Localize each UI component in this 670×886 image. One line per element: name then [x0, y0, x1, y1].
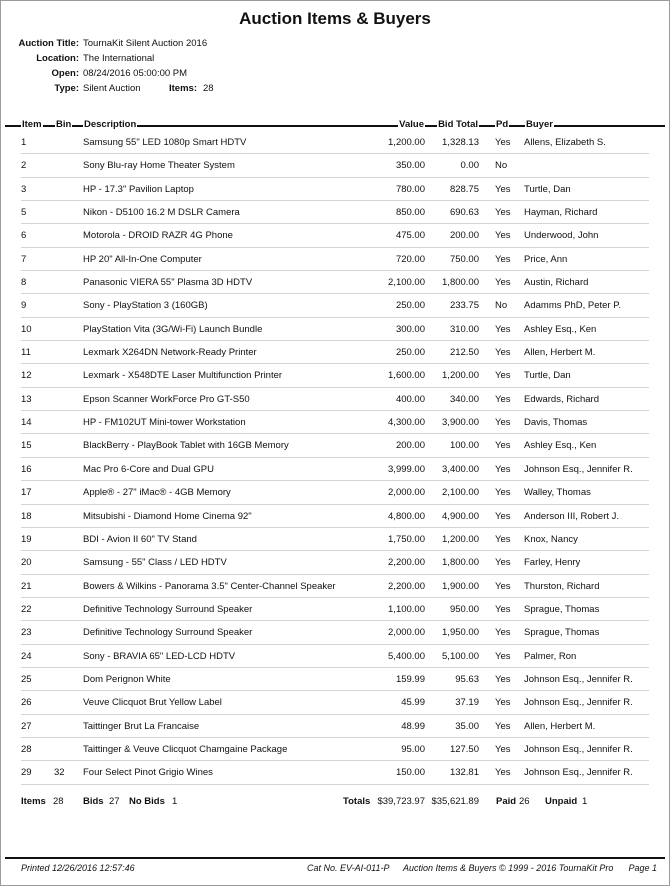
table-row	[1, 621, 669, 644]
table-row	[1, 668, 669, 691]
cell-item: 22	[21, 603, 32, 615]
cell-description: Mitsubishi - Diamond Home Cinema 92"	[83, 510, 252, 522]
cell-description: Apple® - 27" iMac® - 4GB Memory	[83, 487, 231, 499]
cell-value: 2,000.00	[388, 627, 425, 639]
cell-buyer: Austin, Richard	[524, 277, 589, 289]
table-row	[1, 411, 669, 434]
cell-value: 2,100.00	[388, 277, 425, 289]
cell-item: 20	[21, 557, 32, 569]
cell-buyer: Adamms PhD, Peter P.	[524, 300, 621, 312]
cell-paid: Yes	[495, 137, 511, 148]
cell-bid-total: 5,100.00	[442, 650, 479, 662]
summary-bids-label: Bids	[83, 796, 104, 807]
cell-item: 23	[21, 627, 32, 639]
cell-bid-total: 200.00	[449, 230, 479, 242]
cell-value: 2,000.00	[388, 487, 425, 499]
col-bid-total: Bid Total	[438, 119, 478, 130]
cell-item: 3	[21, 183, 27, 195]
cell-paid: Yes	[495, 533, 511, 545]
cell-buyer: Turtle, Dan	[524, 370, 571, 382]
table-row	[1, 481, 669, 504]
cell-bid-total: 950.00	[449, 603, 479, 615]
table-row	[1, 738, 669, 761]
cell-paid: Yes	[495, 393, 511, 405]
table-row	[1, 294, 669, 317]
cell-description: Lexmark X264DN Network-Ready Printer	[83, 347, 257, 359]
footer-copyright: Auction Items & Buyers © 1999 - 2016 TournaKit Pro	[403, 863, 614, 873]
cell-paid: Yes	[495, 580, 511, 592]
cell-bid-total: 1,200.00	[442, 370, 479, 382]
table-row	[1, 271, 669, 294]
cell-paid: No	[495, 300, 508, 312]
cell-item: 2	[21, 160, 27, 172]
cell-bin: 32	[54, 767, 65, 779]
cell-description: Sony - BRAVIA 65" LED-LCD HDTV	[83, 650, 236, 662]
items-count-value: 28	[203, 83, 214, 94]
cell-description: Lexmark - X548DTE Laser Multifunction Printer	[83, 370, 283, 382]
cell-value: 150.00	[395, 767, 425, 779]
cell-description: PlayStation Vita (3G/Wi-Fi) Launch Bundle	[83, 323, 263, 335]
cell-description: Bowers & Wilkins - Panorama 3.5" Center-Channel Speaker	[83, 580, 336, 592]
location-label: Location:	[36, 53, 79, 64]
footer-page: Page 1	[628, 863, 657, 873]
cell-buyer: Allens, Elizabeth S.	[524, 137, 606, 148]
cell-description: BlackBerry - PlayBook Tablet with 16GB Memory	[83, 440, 289, 452]
cell-buyer: Price, Ann	[524, 253, 568, 265]
cell-buyer: Johnson Esq., Jennifer R.	[524, 463, 633, 475]
cell-paid: Yes	[495, 487, 511, 499]
cell-description: HP - FM102UT Mini-tower Workstation	[83, 417, 246, 429]
cell-paid: Yes	[495, 673, 511, 685]
cell-bid-total: 750.00	[449, 253, 479, 265]
footer-rule	[5, 857, 665, 859]
cell-item: 6	[21, 230, 27, 242]
cell-value: 850.00	[395, 207, 425, 219]
cell-item: 28	[21, 743, 32, 755]
cell-buyer: Farley, Henry	[524, 557, 581, 569]
cell-paid: Yes	[495, 207, 511, 219]
cell-bid-total: 690.63	[449, 207, 479, 219]
items-table	[1, 131, 669, 785]
summary-bid-total: $35,621.89	[431, 796, 479, 807]
column-headers	[1, 117, 669, 131]
cell-item: 11	[21, 347, 31, 359]
cell-item: 5	[21, 207, 27, 219]
table-row	[1, 458, 669, 481]
cell-value: 2,200.00	[388, 557, 425, 569]
footer-printed: Printed 12/26/2016 12:57:46	[21, 863, 135, 873]
cell-paid: Yes	[495, 370, 511, 382]
cell-buyer: Turtle, Dan	[524, 183, 571, 195]
cell-value: 159.99	[395, 673, 425, 685]
cell-paid: Yes	[495, 603, 511, 615]
cell-bid-total: 1,328.13	[442, 137, 479, 148]
cell-description: Sony Blu-ray Home Theater System	[83, 160, 235, 172]
cell-value: 3,999.00	[388, 463, 425, 475]
cell-description: Definitive Technology Surround Speaker	[83, 627, 253, 639]
footer-catalog: Cat No. EV-AI-011-P	[307, 863, 390, 873]
cell-buyer: Sprague, Thomas	[524, 603, 600, 615]
cell-bid-total: 1,800.00	[442, 277, 479, 289]
summary-no-bids-value: 1	[172, 796, 178, 807]
cell-item: 10	[21, 323, 32, 335]
cell-value: 5,400.00	[388, 650, 425, 662]
table-row	[1, 364, 669, 387]
cell-item: 27	[21, 720, 32, 732]
cell-buyer: Johnson Esq., Jennifer R.	[524, 743, 633, 755]
table-row	[1, 248, 669, 271]
cell-description: Veuve Clicquot Brut Yellow Label	[83, 697, 222, 709]
open-label: Open:	[51, 68, 79, 79]
cell-buyer: Edwards, Richard	[524, 393, 599, 405]
cell-description: Definitive Technology Surround Speaker	[83, 603, 253, 615]
cell-paid: Yes	[495, 767, 511, 779]
table-row	[1, 691, 669, 714]
table-row	[1, 551, 669, 574]
cell-buyer: Ashley Esq., Ken	[524, 323, 597, 335]
summary-bids-value: 27	[109, 796, 120, 807]
table-row	[1, 761, 669, 784]
cell-buyer: Hayman, Richard	[524, 207, 598, 219]
cell-value: 1,100.00	[388, 603, 425, 615]
table-row	[1, 434, 669, 457]
table-row	[1, 505, 669, 528]
cell-paid: Yes	[495, 277, 511, 289]
cell-buyer: Johnson Esq., Jennifer R.	[524, 767, 633, 779]
cell-value: 1,200.00	[388, 137, 425, 148]
cell-value: 1,600.00	[388, 370, 425, 382]
auction-title-label: Auction Title:	[18, 38, 79, 49]
table-row	[1, 575, 669, 598]
table-row	[1, 645, 669, 668]
cell-paid: Yes	[495, 347, 511, 359]
table-row	[1, 178, 669, 201]
cell-item: 13	[21, 393, 32, 405]
cell-buyer: Palmer, Ron	[524, 650, 577, 662]
cell-value: 4,300.00	[388, 417, 425, 429]
summary-unpaid-value: 1	[582, 796, 588, 807]
summary-totals-label: Totals	[343, 796, 371, 807]
cell-bid-total: 828.75	[449, 183, 479, 195]
cell-paid: Yes	[495, 183, 511, 195]
cell-buyer: Knox, Nancy	[524, 533, 578, 545]
cell-buyer: Johnson Esq., Jennifer R.	[524, 697, 633, 709]
cell-item: 1	[21, 137, 27, 148]
cell-buyer: Davis, Thomas	[524, 417, 588, 429]
cell-value: 200.00	[395, 440, 425, 452]
cell-value: 2,200.00	[388, 580, 425, 592]
table-row	[1, 598, 669, 621]
table-row	[1, 154, 669, 177]
cell-paid: Yes	[495, 627, 511, 639]
col-buyer: Buyer	[526, 119, 553, 130]
cell-paid: Yes	[495, 440, 511, 452]
cell-value: 45.99	[401, 697, 425, 709]
cell-value: 250.00	[395, 347, 425, 359]
cell-bid-total: 4,900.00	[442, 510, 479, 522]
cell-description: HP - 17.3" Pavilion Laptop	[83, 183, 194, 195]
cell-description: HP 20" All-In-One Computer	[83, 253, 202, 265]
cell-value: 720.00	[395, 253, 425, 265]
cell-value: 250.00	[395, 300, 425, 312]
cell-bid-total: 127.50	[449, 743, 479, 755]
cell-bid-total: 2,100.00	[442, 487, 479, 499]
cell-bid-total: 310.00	[449, 323, 479, 335]
cell-buyer: Walley, Thomas	[524, 487, 591, 499]
cell-description: Sony - PlayStation 3 (160GB)	[83, 300, 208, 312]
table-row	[1, 131, 669, 154]
summary-items-value: 28	[53, 796, 64, 807]
cell-item: 9	[21, 300, 27, 312]
table-row	[1, 528, 669, 551]
items-count-label: Items:	[169, 83, 197, 94]
cell-item: 15	[21, 440, 32, 452]
cell-paid: Yes	[495, 557, 511, 569]
cell-item: 17	[21, 487, 32, 499]
cell-value: 780.00	[395, 183, 425, 195]
cell-description: Epson Scanner WorkForce Pro GT-S50	[83, 393, 250, 405]
col-item: Item	[22, 119, 42, 130]
cell-buyer: Anderson III, Robert J.	[524, 510, 620, 522]
type-value: Silent Auction	[83, 83, 141, 94]
cell-description: Taittinger Brut La Francaise	[83, 720, 200, 732]
cell-value: 95.00	[401, 743, 425, 755]
cell-description: Four Select Pinot Grigio Wines	[83, 767, 213, 779]
cell-bid-total: 212.50	[449, 347, 479, 359]
cell-paid: Yes	[495, 463, 511, 475]
cell-buyer: Thurston, Richard	[524, 580, 600, 592]
cell-item: 25	[21, 673, 32, 685]
summary-value-total: $39,723.97	[377, 796, 425, 807]
cell-buyer: Ashley Esq., Ken	[524, 440, 597, 452]
cell-description: Panasonic VIERA 55" Plasma 3D HDTV	[83, 277, 253, 289]
cell-buyer: Allen, Herbert M.	[524, 347, 596, 359]
cell-bid-total: 1,900.00	[442, 580, 479, 592]
cell-item: 24	[21, 650, 32, 662]
cell-bid-total: 1,200.00	[442, 533, 479, 545]
cell-paid: Yes	[495, 743, 511, 755]
cell-value: 1,750.00	[388, 533, 425, 545]
location-value: The International	[83, 53, 155, 64]
cell-item: 21	[21, 580, 32, 592]
col-bin: Bin	[56, 119, 72, 130]
cell-paid: Yes	[495, 650, 511, 662]
table-row	[1, 341, 669, 364]
cell-paid: Yes	[495, 230, 511, 242]
cell-item: 7	[21, 253, 27, 265]
cell-item: 26	[21, 697, 32, 709]
cell-paid: No	[495, 160, 508, 172]
cell-description: Samsung - 55" Class / LED HDTV	[83, 557, 227, 569]
table-row	[1, 201, 669, 224]
cell-item: 12	[21, 370, 32, 382]
cell-value: 4,800.00	[388, 510, 425, 522]
cell-buyer: Allen, Herbert M.	[524, 720, 596, 732]
cell-buyer: Johnson Esq., Jennifer R.	[524, 673, 633, 685]
cell-paid: Yes	[495, 720, 511, 732]
cell-item: 8	[21, 277, 27, 289]
cell-buyer: Sprague, Thomas	[524, 627, 600, 639]
cell-bid-total: 1,950.00	[442, 627, 479, 639]
cell-description: Motorola - DROID RAZR 4G Phone	[83, 230, 233, 242]
table-row	[1, 715, 669, 738]
table-row	[1, 388, 669, 411]
report-title: Auction Items & Buyers	[239, 9, 431, 28]
cell-value: 300.00	[395, 323, 425, 335]
cell-description: Dom Perignon White	[83, 673, 171, 685]
cell-item: 16	[21, 463, 32, 475]
col-description: Description	[84, 119, 137, 130]
cell-bid-total: 0.00	[460, 160, 479, 172]
cell-bid-total: 340.00	[449, 393, 479, 405]
cell-value: 48.99	[401, 720, 425, 732]
col-pd: Pd	[496, 119, 509, 130]
type-label: Type:	[54, 83, 79, 94]
cell-paid: Yes	[495, 417, 511, 429]
summary-row	[1, 796, 669, 810]
summary-paid-value: 26	[519, 796, 530, 807]
cell-paid: Yes	[495, 697, 511, 709]
col-value: Value	[399, 119, 424, 130]
table-row	[1, 224, 669, 247]
cell-paid: Yes	[495, 510, 511, 522]
cell-bid-total: 35.00	[455, 720, 479, 732]
summary-no-bids-label: No Bids	[129, 796, 165, 807]
cell-bid-total: 3,900.00	[442, 417, 479, 429]
cell-bid-total: 132.81	[449, 767, 479, 779]
cell-description: BDI - Avion II 60" TV Stand	[83, 533, 197, 545]
cell-buyer: Underwood, John	[524, 230, 599, 242]
cell-description: Mac Pro 6-Core and Dual GPU	[83, 463, 214, 475]
row-divider	[21, 784, 649, 785]
open-value: 08/24/2016 05:00:00 PM	[83, 68, 188, 79]
cell-bid-total: 100.00	[449, 440, 479, 452]
cell-paid: Yes	[495, 323, 511, 335]
cell-item: 18	[21, 510, 32, 522]
cell-item: 14	[21, 417, 32, 429]
summary-unpaid-label: Unpaid	[545, 796, 578, 807]
cell-value: 475.00	[395, 230, 425, 242]
cell-bid-total: 37.19	[455, 697, 479, 709]
cell-item: 29	[21, 767, 32, 779]
cell-description: Samsung 55" LED 1080p Smart HDTV	[83, 137, 247, 148]
cell-item: 19	[21, 533, 32, 545]
cell-description: Nikon - D5100 16.2 M DSLR Camera	[83, 207, 240, 219]
cell-bid-total: 3,400.00	[442, 463, 479, 475]
auction-title-value: TournaKit Silent Auction 2016	[83, 38, 208, 49]
cell-paid: Yes	[495, 253, 511, 265]
summary-paid-label: Paid	[496, 796, 517, 807]
summary-items-label: Items	[21, 796, 46, 807]
cell-value: 350.00	[395, 160, 425, 172]
cell-bid-total: 95.63	[455, 673, 479, 685]
table-row	[1, 318, 669, 341]
cell-description: Taittinger & Veuve Clicquot Chamgaine Package	[83, 743, 288, 755]
cell-bid-total: 233.75	[449, 300, 479, 312]
cell-value: 400.00	[395, 393, 425, 405]
cell-bid-total: 1,800.00	[442, 557, 479, 569]
